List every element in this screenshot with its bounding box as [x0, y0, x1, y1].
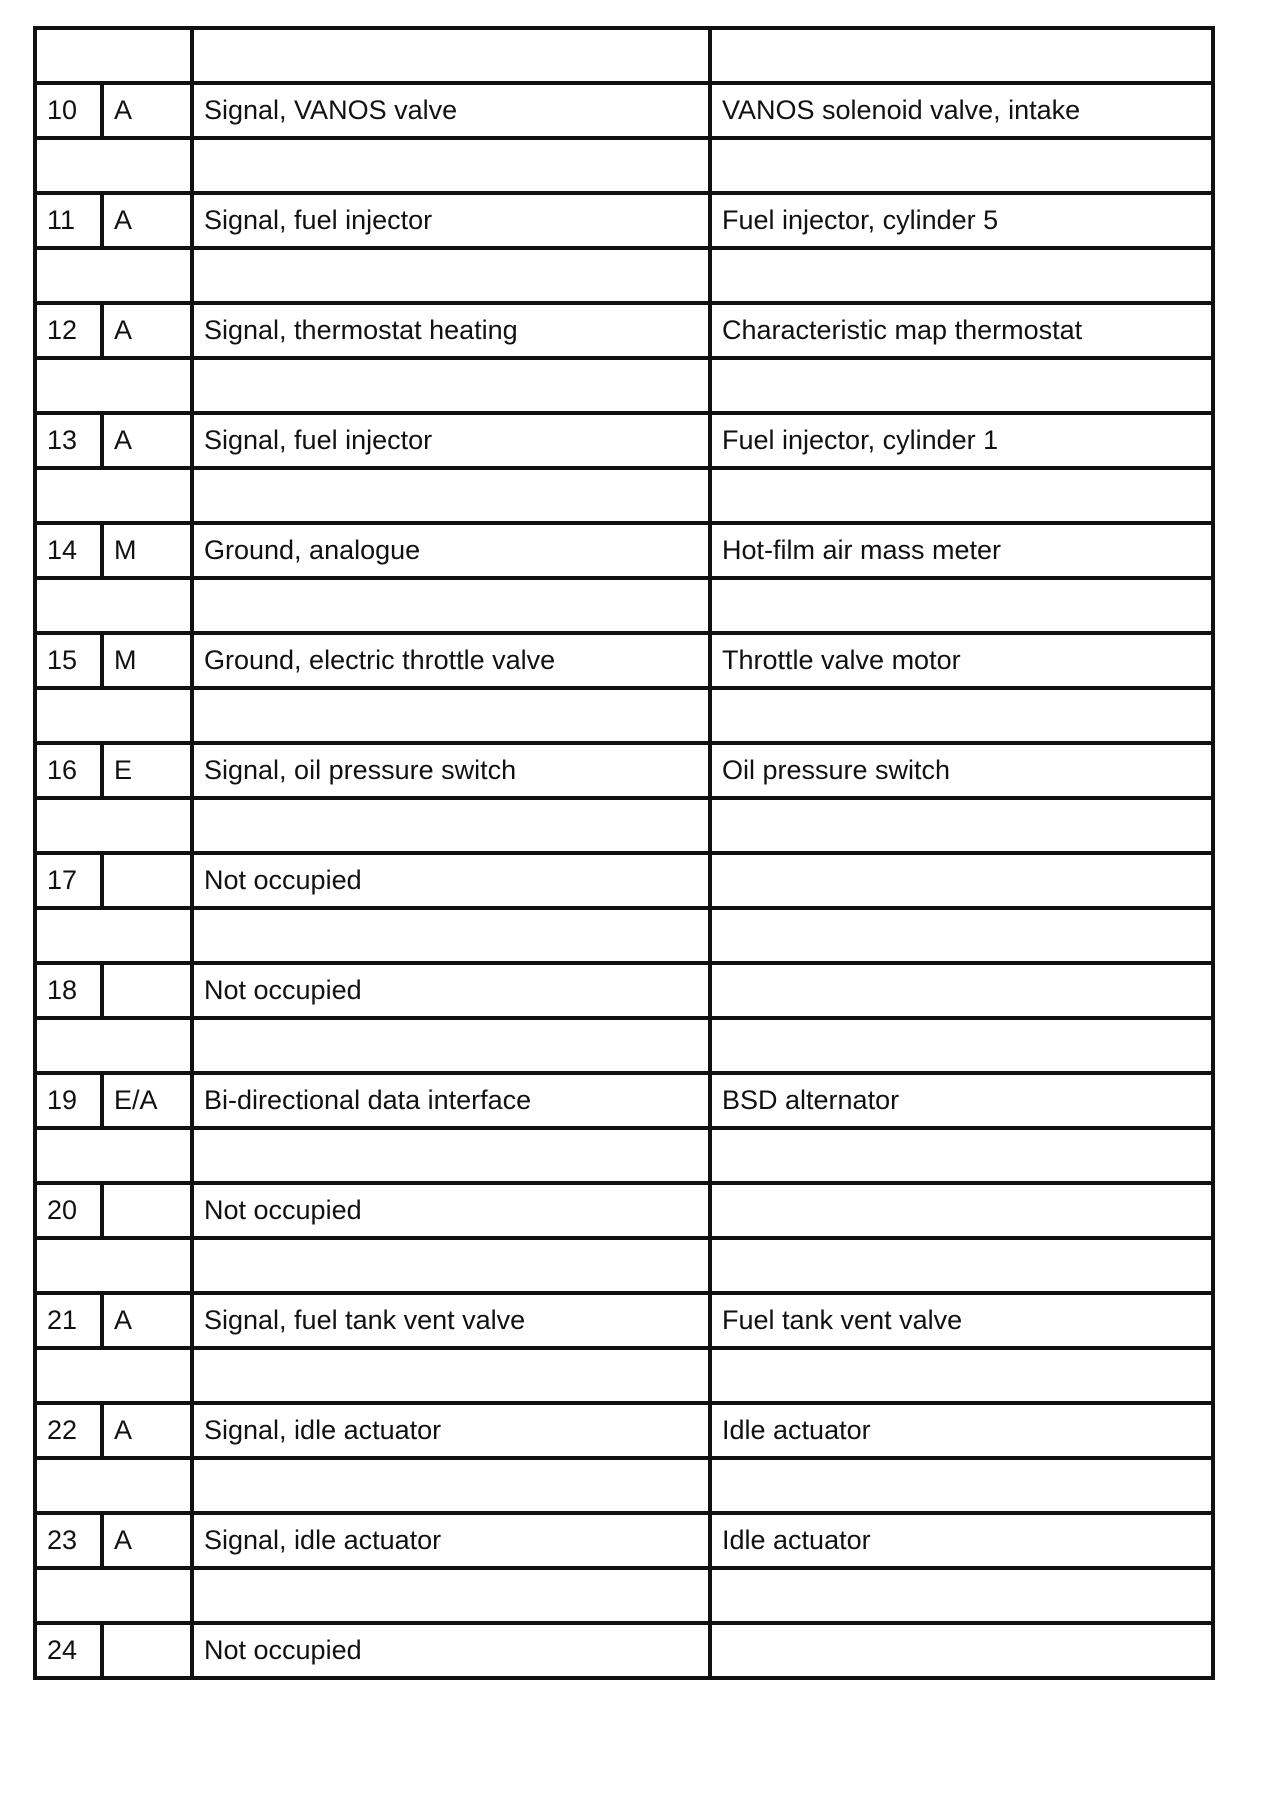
component-cell: [710, 853, 1213, 908]
spacer-row: [35, 28, 1213, 83]
empty-cell: [710, 138, 1213, 193]
pin-row: [35, 963, 1213, 1018]
empty-cell: [192, 908, 710, 963]
spacer-row: [35, 1018, 1213, 1073]
description-cell: Signal, idle actuator: [192, 1513, 710, 1568]
empty-cell: [192, 28, 710, 83]
spacer-row: [35, 358, 1213, 413]
description-cell: Signal, thermostat heating: [192, 303, 710, 358]
pin-number-cell: 19: [35, 1073, 102, 1128]
empty-cell: [35, 908, 192, 963]
signal-type-cell: M: [102, 633, 192, 688]
empty-cell: [192, 1018, 710, 1073]
pin-number-cell: 15: [35, 633, 102, 688]
signal-type-cell: A: [102, 1513, 192, 1568]
pin-number-cell: 18: [35, 963, 102, 1018]
empty-cell: [192, 1238, 710, 1293]
empty-cell: [710, 578, 1213, 633]
spacer-row: [35, 1348, 1213, 1403]
pin-row: [35, 193, 1213, 248]
description-cell: Signal, fuel tank vent valve: [192, 1293, 710, 1348]
component-cell: Oil pressure switch: [710, 743, 1213, 798]
empty-cell: [192, 468, 710, 523]
empty-cell: [192, 578, 710, 633]
component-cell: Fuel injector, cylinder 5: [710, 193, 1213, 248]
pin-row: [35, 1403, 1213, 1458]
signal-type-cell: [102, 853, 192, 908]
empty-cell: [192, 138, 710, 193]
empty-cell: [192, 1458, 710, 1513]
empty-cell: [710, 248, 1213, 303]
description-cell: Signal, fuel injector: [192, 193, 710, 248]
pin-number-cell: 11: [35, 193, 102, 248]
empty-cell: [710, 468, 1213, 523]
empty-cell: [35, 138, 192, 193]
component-cell: Idle actuator: [710, 1403, 1213, 1458]
empty-cell: [35, 798, 192, 853]
pin-row: [35, 743, 1213, 798]
component-cell: VANOS solenoid valve, intake: [710, 83, 1213, 138]
empty-cell: [35, 1458, 192, 1513]
signal-type-cell: [102, 1183, 192, 1238]
empty-cell: [35, 358, 192, 413]
empty-cell: [710, 28, 1213, 83]
spacer-row: [35, 248, 1213, 303]
spacer-row: [35, 688, 1213, 743]
spacer-row: [35, 908, 1213, 963]
spacer-row: [35, 1238, 1213, 1293]
pin-row: [35, 523, 1213, 578]
pin-number-cell: 20: [35, 1183, 102, 1238]
empty-cell: [35, 688, 192, 743]
spacer-row: [35, 1568, 1213, 1623]
signal-type-cell: [102, 963, 192, 1018]
description-cell: Signal, oil pressure switch: [192, 743, 710, 798]
pin-number-cell: 14: [35, 523, 102, 578]
pin-number-cell: 24: [35, 1623, 102, 1678]
signal-type-cell: A: [102, 193, 192, 248]
empty-cell: [192, 798, 710, 853]
pin-assignment-table: [33, 26, 1215, 1680]
empty-cell: [35, 1018, 192, 1073]
pin-row: [35, 413, 1213, 468]
empty-cell: [35, 248, 192, 303]
pin-row: [35, 83, 1213, 138]
empty-cell: [192, 1568, 710, 1623]
component-cell: [710, 1183, 1213, 1238]
pin-number-cell: 10: [35, 83, 102, 138]
pin-table-body: [35, 28, 1213, 1678]
component-cell: BSD alternator: [710, 1073, 1213, 1128]
description-cell: Not occupied: [192, 1623, 710, 1678]
description-cell: Not occupied: [192, 963, 710, 1018]
signal-type-cell: A: [102, 303, 192, 358]
empty-cell: [710, 798, 1213, 853]
empty-cell: [35, 468, 192, 523]
spacer-row: [35, 798, 1213, 853]
signal-type-cell: A: [102, 1403, 192, 1458]
pin-number-cell: 21: [35, 1293, 102, 1348]
description-cell: Not occupied: [192, 1183, 710, 1238]
component-cell: Throttle valve motor: [710, 633, 1213, 688]
description-cell: Signal, idle actuator: [192, 1403, 710, 1458]
empty-cell: [35, 1348, 192, 1403]
empty-cell: [192, 688, 710, 743]
spacer-row: [35, 1128, 1213, 1183]
pin-number-cell: 12: [35, 303, 102, 358]
spacer-row: [35, 578, 1213, 633]
empty-cell: [710, 908, 1213, 963]
pin-number-cell: 22: [35, 1403, 102, 1458]
pin-row: [35, 1513, 1213, 1568]
component-cell: [710, 1623, 1213, 1678]
description-cell: Signal, fuel injector: [192, 413, 710, 468]
empty-cell: [35, 1568, 192, 1623]
signal-type-cell: [102, 1623, 192, 1678]
component-cell: [710, 963, 1213, 1018]
component-cell: Characteristic map thermostat: [710, 303, 1213, 358]
pin-number-cell: 17: [35, 853, 102, 908]
pin-number-cell: 13: [35, 413, 102, 468]
description-cell: Signal, VANOS valve: [192, 83, 710, 138]
signal-type-cell: A: [102, 413, 192, 468]
signal-type-cell: A: [102, 1293, 192, 1348]
empty-cell: [710, 1238, 1213, 1293]
pin-row: [35, 303, 1213, 358]
empty-cell: [710, 1458, 1213, 1513]
empty-cell: [710, 1018, 1213, 1073]
empty-cell: [710, 358, 1213, 413]
component-cell: Idle actuator: [710, 1513, 1213, 1568]
spacer-row: [35, 138, 1213, 193]
spacer-row: [35, 468, 1213, 523]
empty-cell: [192, 358, 710, 413]
description-cell: Ground, analogue: [192, 523, 710, 578]
component-cell: Hot-film air mass meter: [710, 523, 1213, 578]
empty-cell: [192, 1128, 710, 1183]
description-cell: Ground, electric throttle valve: [192, 633, 710, 688]
description-cell: Not occupied: [192, 853, 710, 908]
empty-cell: [35, 28, 192, 83]
empty-cell: [192, 248, 710, 303]
empty-cell: [710, 1568, 1213, 1623]
pin-number-cell: 23: [35, 1513, 102, 1568]
signal-type-cell: M: [102, 523, 192, 578]
signal-type-cell: E/A: [102, 1073, 192, 1128]
empty-cell: [710, 1128, 1213, 1183]
pin-row: [35, 1293, 1213, 1348]
component-cell: Fuel tank vent valve: [710, 1293, 1213, 1348]
empty-cell: [35, 1128, 192, 1183]
pin-row: [35, 1073, 1213, 1128]
empty-cell: [35, 1238, 192, 1293]
component-cell: Fuel injector, cylinder 1: [710, 413, 1213, 468]
pin-row: [35, 633, 1213, 688]
signal-type-cell: E: [102, 743, 192, 798]
empty-cell: [710, 1348, 1213, 1403]
signal-type-cell: A: [102, 83, 192, 138]
spacer-row: [35, 1458, 1213, 1513]
pin-number-cell: 16: [35, 743, 102, 798]
pin-row: [35, 1183, 1213, 1238]
pin-row: [35, 1623, 1213, 1678]
empty-cell: [710, 688, 1213, 743]
description-cell: Bi-directional data interface: [192, 1073, 710, 1128]
pin-row: [35, 853, 1213, 908]
empty-cell: [192, 1348, 710, 1403]
empty-cell: [35, 578, 192, 633]
